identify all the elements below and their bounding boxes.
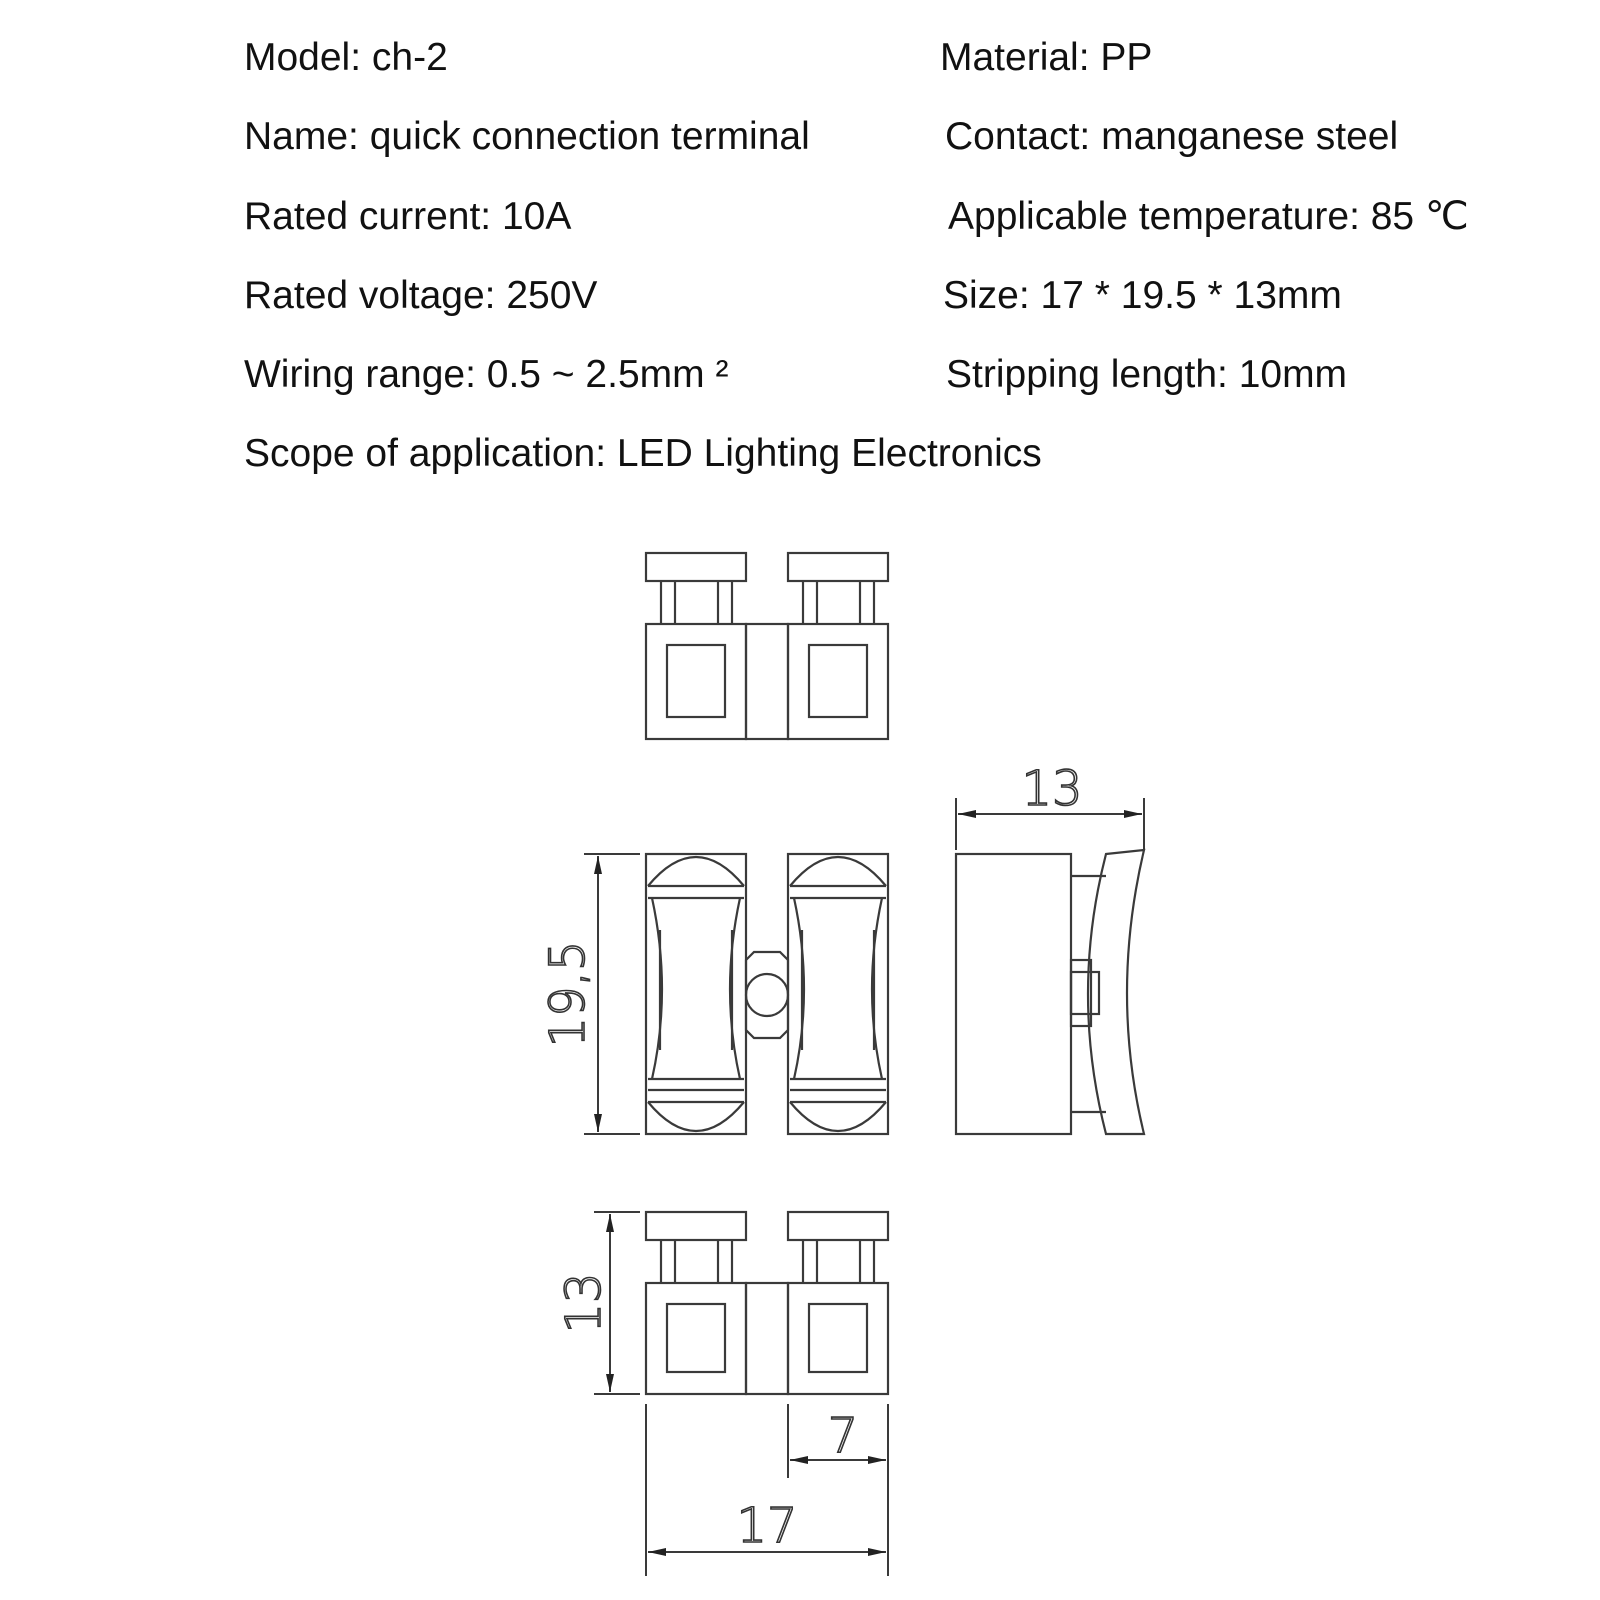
front-view [646, 854, 888, 1134]
dim-height-label: 19,5 [540, 940, 596, 1048]
dim-depth-side-label: 13 [1021, 761, 1083, 817]
spec-size: Size: 17 * 19.5 * 13mm [943, 274, 1342, 317]
spec-model: Model: ch-2 [244, 36, 448, 79]
spec-material: Material: PP [940, 36, 1153, 79]
spec-rated-current: Rated current: 10A [244, 195, 572, 238]
dim-width-label: 17 [736, 1498, 798, 1554]
dim-depth-bottom-label: 13 [556, 1272, 612, 1334]
spec-rated-voltage: Rated voltage: 250V [244, 274, 598, 317]
bottom-view [646, 1212, 888, 1394]
spec-contact: Contact: manganese steel [945, 115, 1399, 158]
spec-temperature: Applicable temperature: 85 ℃ [948, 195, 1469, 238]
spec-name: Name: quick connection terminal [244, 115, 810, 158]
spec-wiring-range: Wiring range: 0.5 ~ 2.5mm ² [244, 353, 729, 396]
top-view [646, 553, 888, 739]
spec-stripping-length: Stripping length: 10mm [946, 353, 1348, 396]
spec-scope: Scope of application: LED Lighting Electronics [244, 432, 1042, 475]
dim-pitch-label: 7 [827, 1408, 859, 1464]
side-view [956, 850, 1144, 1134]
